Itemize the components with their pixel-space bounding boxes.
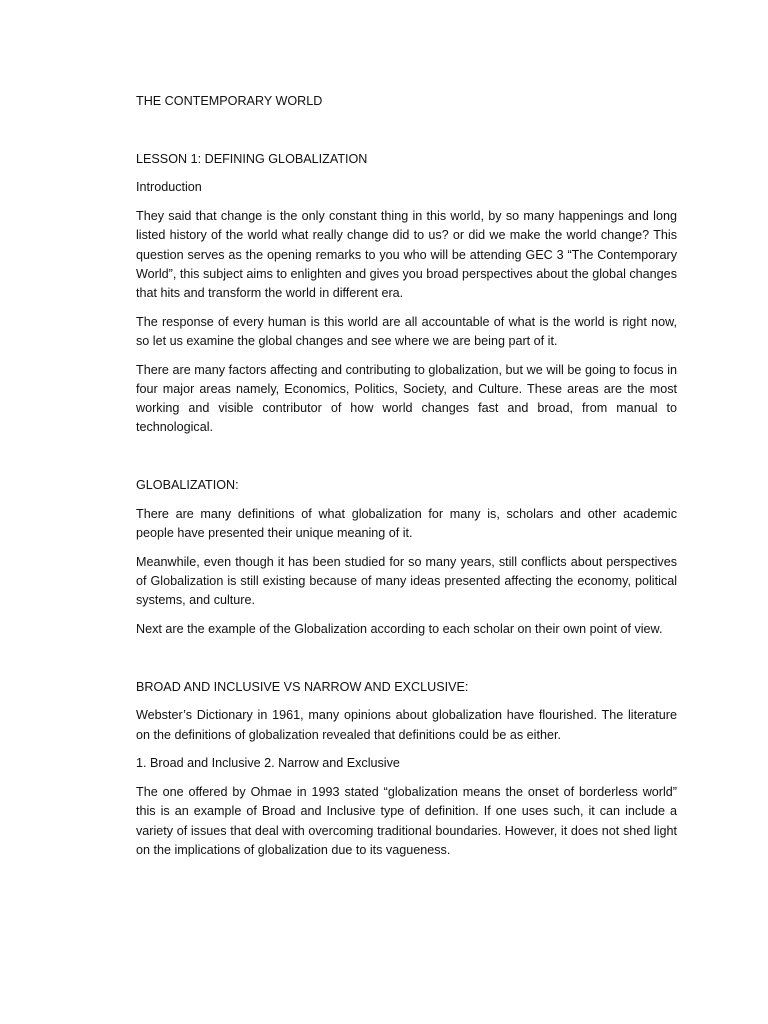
intro-paragraph: The response of every human is this world are all accountable of what is the world is right now, so let us examine the global changes and see where we are being part of it. <box>136 314 677 348</box>
globalization-paragraph: There are many definitions of what globalization for many is, scholars and other academic people have presented their unique meaning of it. <box>136 506 677 540</box>
broad-paragraph: The one offered by Ohmae in 1993 stated “globalization means the onset of borderless world” this is an example of Broad and Inclusive type of definition. If one uses such, it can include a variety of issues that deal with overcoming traditional boundaries. However, it does not shed light on the implications of globalization due to its vagueness. <box>136 785 677 857</box>
document-page <box>136 92 677 860</box>
intro-paragraph: They said that change is the only constant thing in this world, by so many happenings and long listed history of the world what really change did to us? or did we make the world change? This question serves as the opening remarks to you who will be attending GEC 3 “The Contemporary World”, this subject aims to enlighten and gives you broad perspectives about the global changes that hits and transform the world in different era. <box>136 209 677 300</box>
definition-types-list: 1. Broad and Inclusive 2. Narrow and Exclusive <box>136 756 400 771</box>
lesson-heading: LESSON 1: DEFINING GLOBALIZATION <box>136 151 368 166</box>
broad-paragraph: Webster’s Dictionary in 1961, many opinions about globalization have flourished. The literature on the definitions of globalization revealed that definitions could be as either. <box>136 708 677 742</box>
globalization-paragraph: Meanwhile, even though it has been studied for so many years, still conflicts about perspectives of Globalization is still existing because of many ideas presented affecting the economy, political systems, and culture. <box>136 554 677 608</box>
broad-vs-narrow-heading: BROAD AND INCLUSIVE VS NARROW AND EXCLUSIVE: <box>136 679 469 694</box>
intro-paragraph: There are many factors affecting and contributing to globalization, but we will be going to focus in four major areas namely, Economics, Politics, Society, and Culture. These areas are the most working and visible contributor of how world changes fast and broad, from manual to technological. <box>136 362 677 435</box>
intro-heading: Introduction <box>136 180 202 195</box>
globalization-paragraph: Next are the example of the Globalization according to each scholar on their own point of view. <box>136 622 663 636</box>
document-title: THE CONTEMPORARY WORLD <box>136 94 323 108</box>
globalization-heading: GLOBALIZATION: <box>136 478 239 492</box>
